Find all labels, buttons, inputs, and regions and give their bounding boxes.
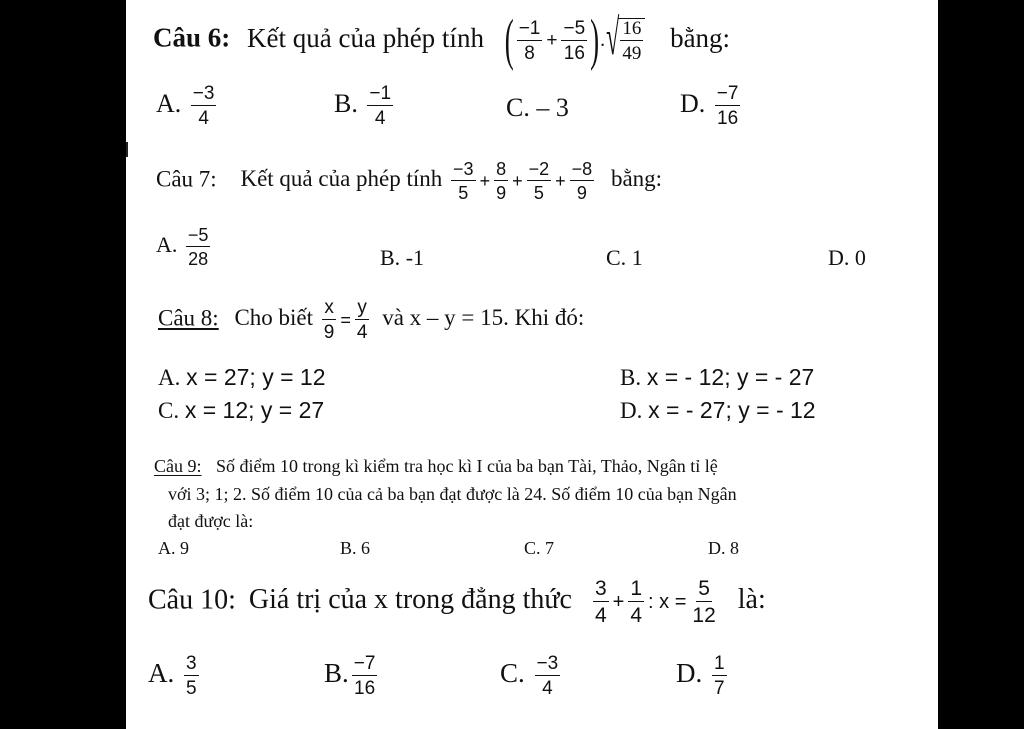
q8-option-a[interactable]: A. x = 27; y = 12 xyxy=(158,364,326,390)
question-6-text: Kết quả của phép tính xyxy=(247,22,484,53)
q7-fraction-4: $\frac{-8}{9}$ xyxy=(571,159,593,203)
question-10-text: Giá trị của x trong đẳng thức xyxy=(248,584,572,616)
q8-fraction-x: $\frac{x}{9}$ xyxy=(323,297,335,343)
question-7-stem: Câu 7: Kết quả của phép tính $\frac{-3}{5}$ + $\frac{8}{9}$ + $\frac{-2}{5}$ + $\frac{-8}{9}$ bằng: xyxy=(156,159,663,203)
question-8-stem: Câu 8: Cho biết $\frac{x}{9}$ = $\frac{y}{4}$ và x – y = 15. Khi đó: xyxy=(158,297,585,343)
q6-option-b[interactable]: B. $\frac{-1}{4}$ xyxy=(334,83,392,129)
q6-plus: + xyxy=(546,29,558,51)
q7-fraction-2: $\frac{8}{9}$ xyxy=(496,159,507,203)
question-6-end: bằng: xyxy=(670,22,731,53)
question-6-label: Câu 6: xyxy=(153,22,231,53)
q7-option-d[interactable]: D. 0 xyxy=(828,245,866,270)
question-10-end: là: xyxy=(737,584,766,616)
q10-option-d[interactable]: D. $\frac{1}{7}$ xyxy=(676,653,725,699)
q10-fraction-2: $\frac{1}{4}$ xyxy=(630,577,643,627)
q10-option-a[interactable]: A. $\frac{3}{5}$ xyxy=(148,653,197,699)
question-9-line-3: đạt được là: xyxy=(168,511,254,531)
question-7-text: Kết quả của phép tính xyxy=(240,166,443,192)
q8-option-c[interactable]: C. x = 12; y = 27 xyxy=(158,397,325,423)
q7-fraction-3: $\frac{-2}{5}$ xyxy=(528,159,550,203)
q6-fraction-1: $\frac{-1}{8}$ xyxy=(518,17,541,64)
q6-sqrt: √ $\frac{16}{49}$ xyxy=(606,18,645,63)
q10-fraction-3: $\frac{5}{12}$ xyxy=(692,577,716,627)
q6-option-d[interactable]: D. $\frac{-7}{16}$ xyxy=(680,83,739,129)
q9-option-b[interactable]: B. 6 xyxy=(340,538,371,558)
question-7-end: bằng: xyxy=(610,166,663,192)
question-10-label: Câu 10: xyxy=(148,584,236,616)
q8-option-d[interactable]: D. x = - 27; y = - 12 xyxy=(620,397,816,423)
sqrt-sign-icon: √ xyxy=(606,12,620,67)
text-cursor-icon xyxy=(126,142,128,157)
q7-fraction-1: $\frac{-3}{5}$ xyxy=(453,159,474,203)
q6-dot: . xyxy=(600,29,606,51)
question-9-line-2: với 3; 1; 2. Số điểm 10 của cả ba bạn đạt được là 24. Số điểm 10 của bạn Ngân xyxy=(168,484,737,504)
q6-fraction-2: $\frac{-5}{16}$ xyxy=(563,17,586,64)
q8-fraction-y: $\frac{y}{4}$ xyxy=(356,297,368,343)
question-9-label: Câu 9: xyxy=(154,456,202,476)
q6-option-c[interactable]: C. – 3 xyxy=(506,93,569,122)
question-7-label: Câu 7: xyxy=(156,166,217,192)
q9-option-a[interactable]: A. 9 xyxy=(158,538,189,558)
q10-option-c[interactable]: C. $\frac{-3}{4}$ xyxy=(500,653,559,699)
question-8-text: Cho biết xyxy=(234,305,314,331)
q9-option-c[interactable]: C. 7 xyxy=(524,538,555,558)
q7-option-b[interactable]: B. -1 xyxy=(380,245,425,270)
q7-option-c[interactable]: C. 1 xyxy=(606,245,643,270)
q7-option-a[interactable]: A. $\frac{-5}{28}$ xyxy=(156,225,209,269)
q10-option-b[interactable]: B. $\frac{-7}{16}$ xyxy=(324,653,376,699)
q8-option-b[interactable]: B. x = - 12; y = - 27 xyxy=(620,364,815,390)
question-9-line-1: Câu 9: Số điểm 10 trong kì kiểm tra học kì I của ba bạn Tài, Thảo, Ngân tỉ lệ xyxy=(154,456,718,476)
question-6-stem xyxy=(153,7,731,71)
paren-open: ( xyxy=(504,7,514,71)
paren-close: ) xyxy=(590,7,600,71)
worksheet-page xyxy=(126,0,938,729)
question-8-rest: và x – y = 15. Khi đó: xyxy=(382,305,585,331)
q6-option-a[interactable]: A. $\frac{-3}{4}$ xyxy=(156,83,215,129)
q10-fraction-1: $\frac{3}{4}$ xyxy=(594,577,607,627)
question-8-label: Câu 8: xyxy=(158,305,219,331)
question-10-stem: Câu 10: Giá trị của x trong đẳng thức $\frac{3}{4}$ + $\frac{1}{4}$ : x = $\frac{5}{12}$ là: xyxy=(148,577,766,627)
q9-option-d[interactable]: D. 8 xyxy=(708,538,739,558)
